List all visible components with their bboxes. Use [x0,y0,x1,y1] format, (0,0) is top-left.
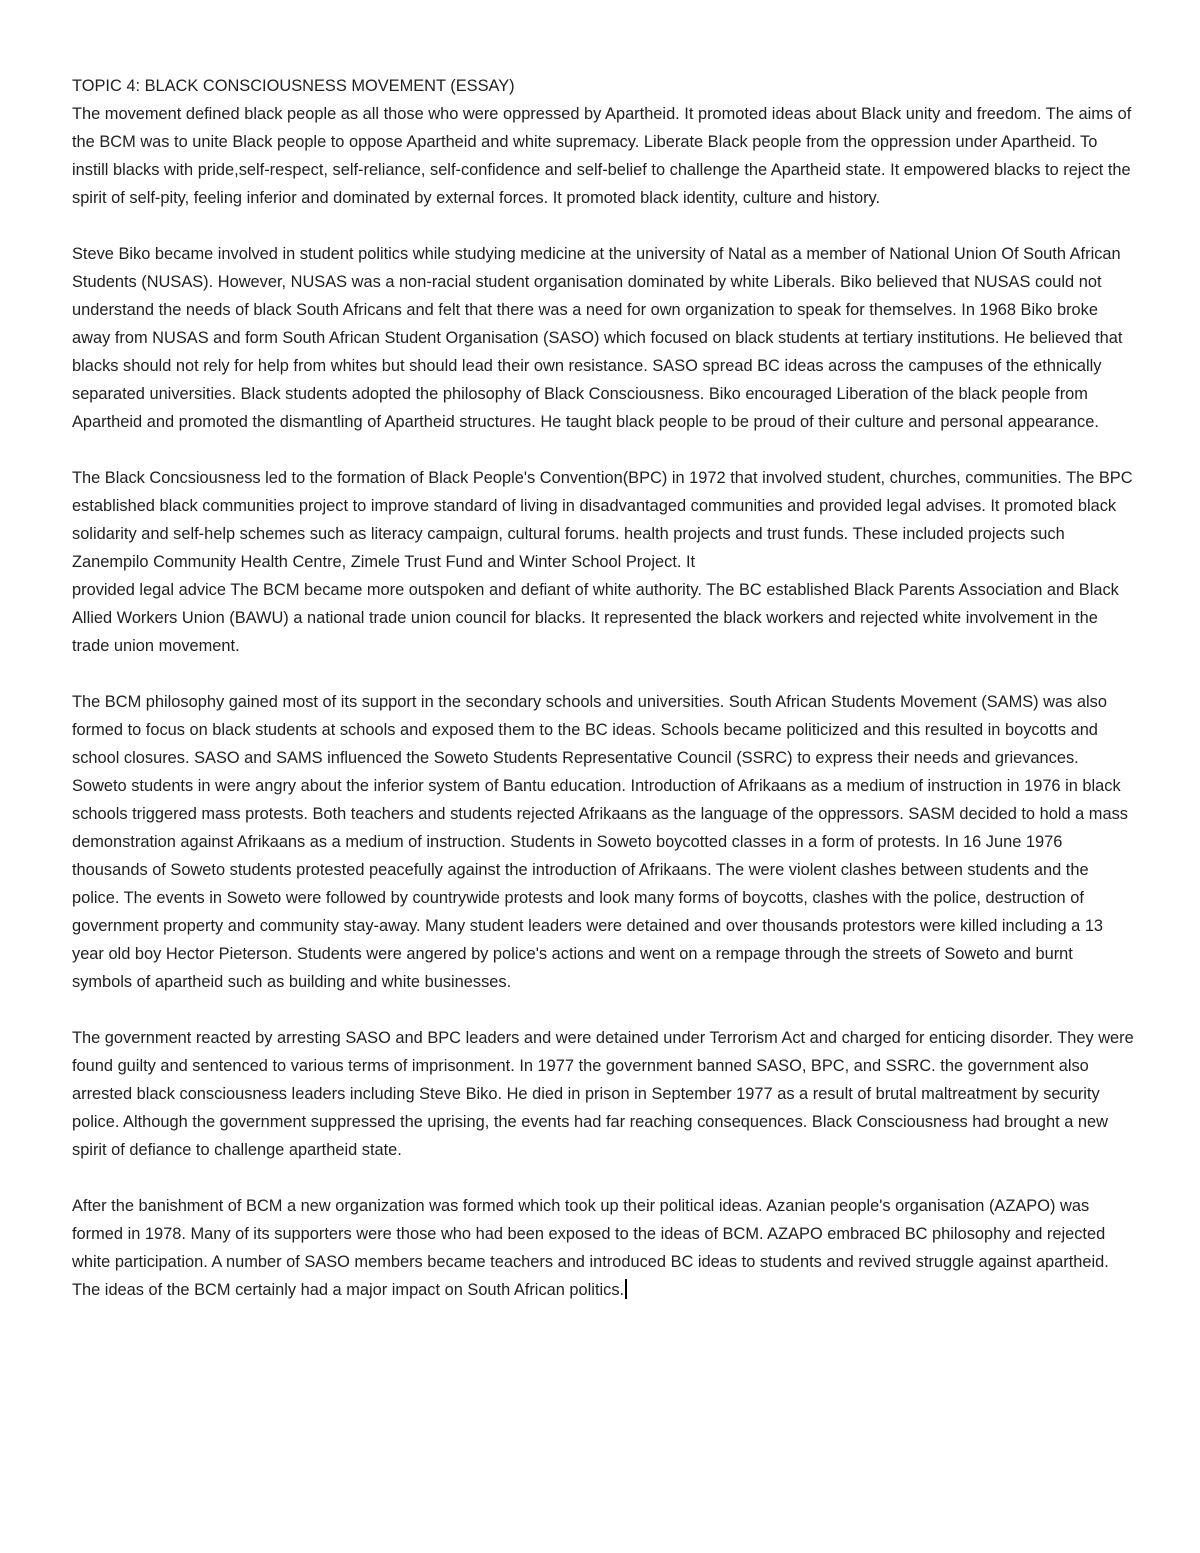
paragraph-azapo [72,1192,1134,1304]
paragraph-azapo-text: After the banishment of BCM a new organization was formed which took up their political ideas. Azanian people's organisation (AZAPO) was formed in 1978. Many of its supporters were those who had been exposed to the ideas of BCM. AZAPO embraced BC philosophy and rejected white participation. A number of SASO members became teachers and introduced BC ideas to students and revived struggle against apartheid. The ideas of the BCM certainly had a major impact on South African politics. [72,1197,1109,1299]
paragraph-bcm-outspoken: provided legal advice The BCM became more outspoken and defiant of white authority. The BC established Black Parents Association and Black Allied Workers Union (BAWU) a national trade union council for blacks. It represented the black workers and rejected white involvement in the trade union movement. [72,581,1119,655]
paragraph-soweto-uprising: The BCM philosophy gained most of its support in the secondary schools and universities. South African Students Movement (SAMS) was also formed to focus on black students at schools and exposed them to the BC ideas. Schools became politicized and this resulted in boycotts and school closures. SASO and SAMS influenced the Soweto Students Representative Council (SSRC) to express their needs and grievances. Soweto students in were angry about the inferior system of Bantu education. Introduction of Afrikaans as a medium of instruction in 1976 in black schools triggered mass protests. Both teachers and students rejected Afrikaans as the language of the oppressors. SASM decided to hold a mass demonstration against Afrikaans as a medium of instruction. Students in Soweto boycotted classes in a form of protests. In 16 June 1976 thousands of Soweto students protested peacefully against the introduction of Afrikaans. The were violent clashes between students and the police. The events in Soweto were followed by countrywide protests and look many forms of boycotts, clashes with the police, destruction of government property and community stay-away. Many student leaders were detained and over thousands protestors were killed including a 13 year old boy Hector Pieterson. Students were angered by police's actions and went on a rempage through the streets of Soweto and burnt symbols of apartheid such as building and white businesses. [72,693,1128,991]
paragraph-steve-biko: Steve Biko became involved in student politics while studying medicine at the university of Natal as a member of National Union Of South African Students (NUSAS). However, NUSAS was a non-racial student organisation dominated by white Liberals. Biko believed that NUSAS could not understand the needs of black South Africans and felt that there was a need for own organization to speak for themselves. In 1968 Biko broke away from NUSAS and form South African Student Organisation (SASO) which focused on black students at tertiary institutions. He believed that blacks should not rely for help from whites but should lead their own resistance. SASO spread BC ideas across the campuses of the ethnically separated universities. Black students adopted the philosophy of Black Consciousness. Biko encouraged Liberation of the black people from Apartheid and promoted the dismantling of Apartheid structures. He taught black people to be proud of their culture and personal appearance. [72,245,1123,431]
paragraph-bcm-definition: The movement defined black people as all those who were oppressed by Apartheid. It promoted ideas about Black unity and freedom. The aims of the BCM was to unite Black people to oppose Apartheid and white supremacy. Liberate Black people from the oppression under Apartheid. To instill blacks with pride,self-respect, self-reliance, self-confidence and self-belief to challenge the Apartheid state. It empowered blacks to reject the spirit of self-pity, feeling inferior and dominated by external forces. It promoted black identity, culture and history. [72,105,1132,207]
text-cursor [625,1279,627,1299]
paragraph-bpc-formation: The Black Concsiousness led to the formation of Black People's Convention(BPC) in 1972 that involved student, churches, communities. The BPC established black communities project to improve standard of living in disadvantaged communities and provided legal advises. It promoted black solidarity and self-help schemes such as literacy campaign, cultural forums. health projects and trust funds. These included projects such Zanempilo Community Health Centre, Zimele Trust Fund and Winter School Project. It [72,469,1133,571]
document-title: TOPIC 4: BLACK CONSCIOUSNESS MOVEMENT (ESSAY) [72,77,515,95]
paragraph-government-reaction: The government reacted by arresting SASO and BPC leaders and were detained under Terrorism Act and charged for enticing disorder. They were found guilty and sentenced to various terms of imprisonment. In 1977 the government banned SASO, BPC, and SSRC. the government also arrested black consciousness leaders including Steve Biko. He died in prison in September 1977 as a result of brutal maltreatment by security police. Although the government suppressed the uprising, the events had far reaching consequences. Black Consciousness had brought a new spirit of defiance to challenge apartheid state. [72,1029,1134,1159]
document-body[interactable] [72,72,1134,1332]
